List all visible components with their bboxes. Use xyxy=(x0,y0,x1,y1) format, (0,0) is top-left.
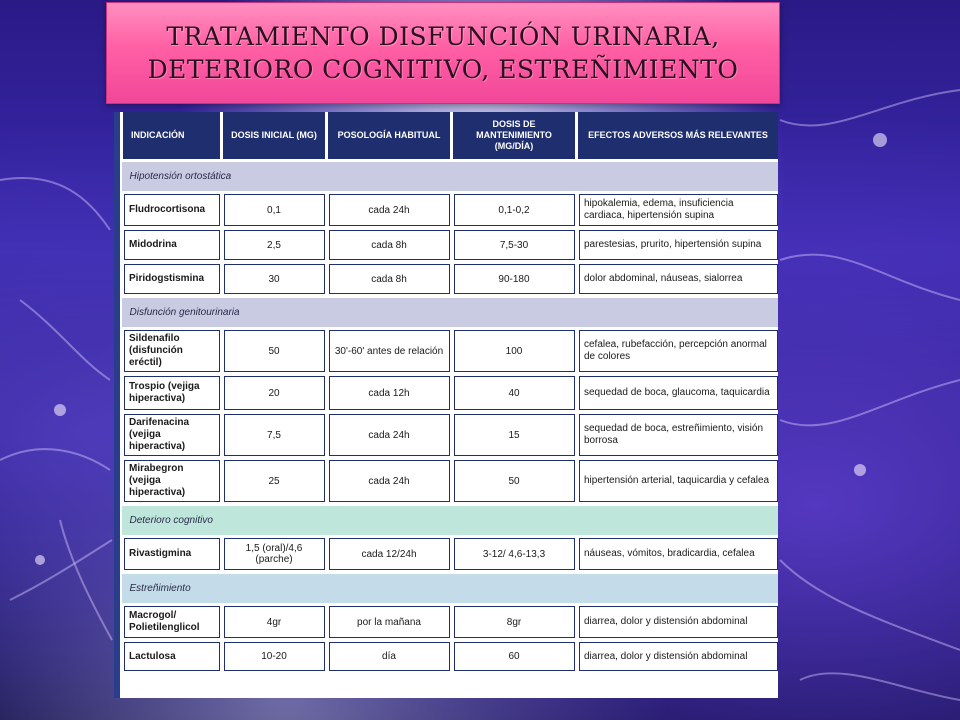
dosis-inicial: 50 xyxy=(222,328,327,374)
dosis-inicial: 10-20 xyxy=(222,640,327,673)
treatment-table xyxy=(120,112,778,675)
dosis-inicial: 0,1 xyxy=(222,192,327,228)
drug-name: Trospio (vejiga hiperactiva) xyxy=(122,374,222,412)
posologia: por la mañana xyxy=(327,604,452,640)
posologia: cada 24h xyxy=(327,458,452,504)
table-row xyxy=(122,458,779,504)
header-dosis-inicial: DOSIS INICIAL (MG) xyxy=(222,112,327,160)
table-row xyxy=(122,262,779,296)
efectos-adversos: hipertensión arterial, taquicardia y cefalea xyxy=(577,458,779,504)
drug-name: Piridogstismina xyxy=(122,262,222,296)
table-header-row xyxy=(122,112,779,160)
dosis-mantenimiento: 3-12/ 4,6-13,3 xyxy=(452,536,577,572)
title-banner xyxy=(106,2,780,104)
posologia: cada 24h xyxy=(327,192,452,228)
table-row xyxy=(122,604,779,640)
efectos-adversos: dolor abdominal, náuseas, sialorrea xyxy=(577,262,779,296)
dosis-inicial: 30 xyxy=(222,262,327,296)
table-row xyxy=(122,536,779,572)
table-row xyxy=(122,192,779,228)
drug-name: Rivastigmina xyxy=(122,536,222,572)
header-indicacion: INDICACIÓN xyxy=(122,112,222,160)
drug-name: Midodrina xyxy=(122,228,222,262)
dosis-mantenimiento: 60 xyxy=(452,640,577,673)
posologia: 30'-60' antes de relación xyxy=(327,328,452,374)
posologia: cada 8h xyxy=(327,228,452,262)
posologia: cada 12h xyxy=(327,374,452,412)
drug-name: Fludrocortisona xyxy=(122,192,222,228)
dosis-mantenimiento: 7,5-30 xyxy=(452,228,577,262)
efectos-adversos: parestesias, prurito, hipertensión supina xyxy=(577,228,779,262)
section-title: Disfunción genitourinaria xyxy=(122,296,779,328)
header-dosis-mantenimiento: DOSIS DE MANTENIMIENTO (MG/DÍA) xyxy=(452,112,577,160)
dosis-inicial: 4gr xyxy=(222,604,327,640)
posologia: cada 24h xyxy=(327,412,452,458)
title-line-1: TRATAMIENTO DISFUNCIÓN URINARIA, xyxy=(166,22,720,51)
section-row-hipotension xyxy=(122,160,779,192)
dosis-inicial: 1,5 (oral)/4,6 (parche) xyxy=(222,536,327,572)
section-title: Deterioro cognitivo xyxy=(122,504,779,536)
drug-name: Macrogol/ Polietilenglicol xyxy=(122,604,222,640)
drug-name: Sildenafilo (disfunción eréctil) xyxy=(122,328,222,374)
efectos-adversos: sequedad de boca, estreñimiento, visión borrosa xyxy=(577,412,779,458)
dosis-mantenimiento: 8gr xyxy=(452,604,577,640)
slide-title xyxy=(148,20,739,86)
efectos-adversos: diarrea, dolor y distensión abdominal xyxy=(577,604,779,640)
drug-name: Mirabegron (vejiga hiperactiva) xyxy=(122,458,222,504)
section-row-estrenimiento xyxy=(122,572,779,604)
section-row-deterioro-cognitivo xyxy=(122,504,779,536)
title-line-2: DETERIORO COGNITIVO, ESTREÑIMIENTO xyxy=(147,55,739,84)
efectos-adversos: sequedad de boca, glaucoma, taquicardia xyxy=(577,374,779,412)
header-posologia: POSOLOGÍA HABITUAL xyxy=(327,112,452,160)
drug-name: Darifenacina (vejiga hiperactiva) xyxy=(122,412,222,458)
dosis-mantenimiento: 50 xyxy=(452,458,577,504)
posologia: cada 12/24h xyxy=(327,536,452,572)
drug-name: Lactulosa xyxy=(122,640,222,673)
efectos-adversos: diarrea, dolor y distensión abdominal xyxy=(577,640,779,673)
efectos-adversos: cefalea, rubefacción, percepción anormal de colores xyxy=(577,328,779,374)
efectos-adversos: hipokalemia, edema, insuficiencia cardiaca, hipertensión supina xyxy=(577,192,779,228)
table-row xyxy=(122,412,779,458)
dosis-mantenimiento: 0,1-0,2 xyxy=(452,192,577,228)
section-row-disfuncion-genitourinaria xyxy=(122,296,779,328)
dosis-mantenimiento: 100 xyxy=(452,328,577,374)
table-row xyxy=(122,640,779,673)
dosis-inicial: 7,5 xyxy=(222,412,327,458)
section-title: Estreñimiento xyxy=(122,572,779,604)
posologia: día xyxy=(327,640,452,673)
posologia: cada 8h xyxy=(327,262,452,296)
dosis-inicial: 25 xyxy=(222,458,327,504)
dosis-inicial: 20 xyxy=(222,374,327,412)
dosis-mantenimiento: 90-180 xyxy=(452,262,577,296)
table-row xyxy=(122,228,779,262)
efectos-adversos: náuseas, vómitos, bradicardia, cefalea xyxy=(577,536,779,572)
dosis-inicial: 2,5 xyxy=(222,228,327,262)
table-row xyxy=(122,374,779,412)
section-title: Hipotensión ortostática xyxy=(122,160,779,192)
dosis-mantenimiento: 40 xyxy=(452,374,577,412)
table-row xyxy=(122,328,779,374)
header-efectos-adversos: EFECTOS ADVERSOS MÁS RELEVANTES xyxy=(577,112,779,160)
treatment-table-container xyxy=(114,112,778,698)
dosis-mantenimiento: 15 xyxy=(452,412,577,458)
